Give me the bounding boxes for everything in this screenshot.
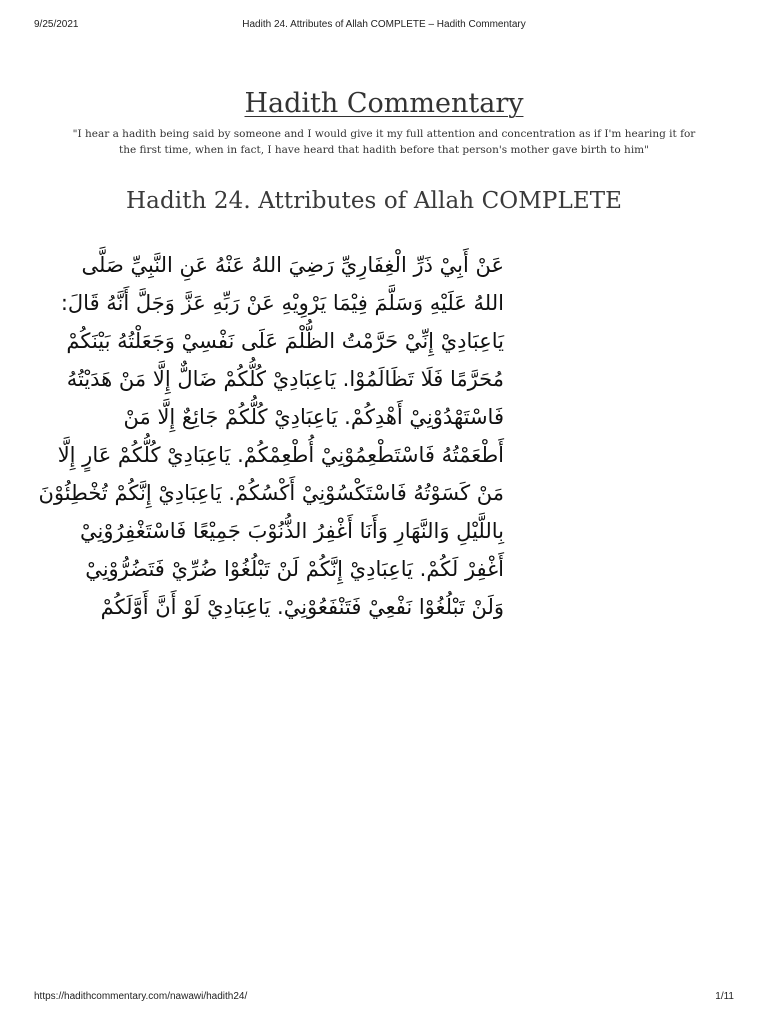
print-date: 9/25/2021 [34, 19, 79, 30]
arabic-line: مَنْ كَسَوْتُهُ فَاسْتَكْسُوْنِيْ أَكْسُكُمْ. يَاعِبَادِيْ إِنَّكُمْ تُخْطِئُوْنَ [38, 481, 504, 505]
arabic-line: فَاسْتَهْدُوْنِيْ أَهْدِكُمْ. يَاعِبَادِيْ كُلُّكُمْ جَائِعٌ إِلَّا مَنْ [123, 405, 504, 429]
arabic-line: بِاللَّيْلِ وَالنَّهَارِ وَأَنَا أَغْفِرُ الذُّنُوْبَ جَمِيْعًا فَاسْتَغْفِرُوْنِيْ [80, 519, 504, 543]
site-title-link[interactable]: Hadith Commentary [244, 88, 524, 119]
print-page-title: Hadith 24. Attributes of Allah COMPLETE – Hadith Commentary [242, 19, 526, 30]
arabic-line: أَطْعَمْتُهُ فَاسْتَطْعِمُوْنِيْ أُطْعِمْكُمْ. يَاعِبَادِيْ كُلُّكُمْ عَارٍ إِلَّا [57, 443, 504, 467]
print-header [34, 19, 734, 33]
print-url: https://hadithcommentary.com/nawawi/hadith24/ [34, 991, 248, 1002]
arabic-line: أَغْفِرْ لَكُمْ. يَاعِبَادِيْ إِنَّكُمْ لَنْ تَبْلُغُوْا ضُرِّيْ فَتَضُرُّوْنِيْ [85, 557, 504, 581]
arabic-line: يَاعِبَادِيْ إِنِّيْ حَرَّمْتُ الظُّلْمَ عَلَى نَفْسِيْ وَجَعَلْتُهُ بَيْنَكُمْ [66, 329, 504, 353]
hadith-arabic-text [38, 250, 504, 630]
arabic-line: وَلَنْ تَبْلُغُوْا نَفْعِيْ فَتَنْفَعُوْنِيْ. يَاعِبَادِيْ لَوْ أَنَّ أَوَّلَكُمْ [100, 595, 504, 619]
arabic-line: عَنْ أَبِيْ ذَرِّ الْغِفَارِيِّ رَضِيَ اللهُ عَنْهُ عَنِ النَّبِيِّ صَلَّى [81, 253, 504, 277]
site-tagline: "I hear a hadith being said by someone and I would give it my full attention and concentration as if I'm hearing it for the first time, when in fact, I have heard that hadith before that person's mother gave birth to him" [72, 128, 696, 156]
arabic-line: مُحَرَّمًا فَلَا تَظَالَمُوْا. يَاعِبَادِيْ كُلُّكُمْ ضَالٌّ إِلَّا مَنْ هَدَيْتُهُ [66, 367, 504, 391]
arabic-line: اللهُ عَلَيْهِ وَسَلَّمَ فِيْمَا يَرْوِيْهِ عَنْ رَبِّهِ عَزَّ وَجَلَّ أَنَّهُ قَالَ: [60, 291, 504, 315]
post-title: Hadith 24. Attributes of Allah COMPLETE [126, 188, 623, 214]
print-page-number: 1/11 [715, 991, 734, 1002]
print-footer [34, 991, 734, 1005]
